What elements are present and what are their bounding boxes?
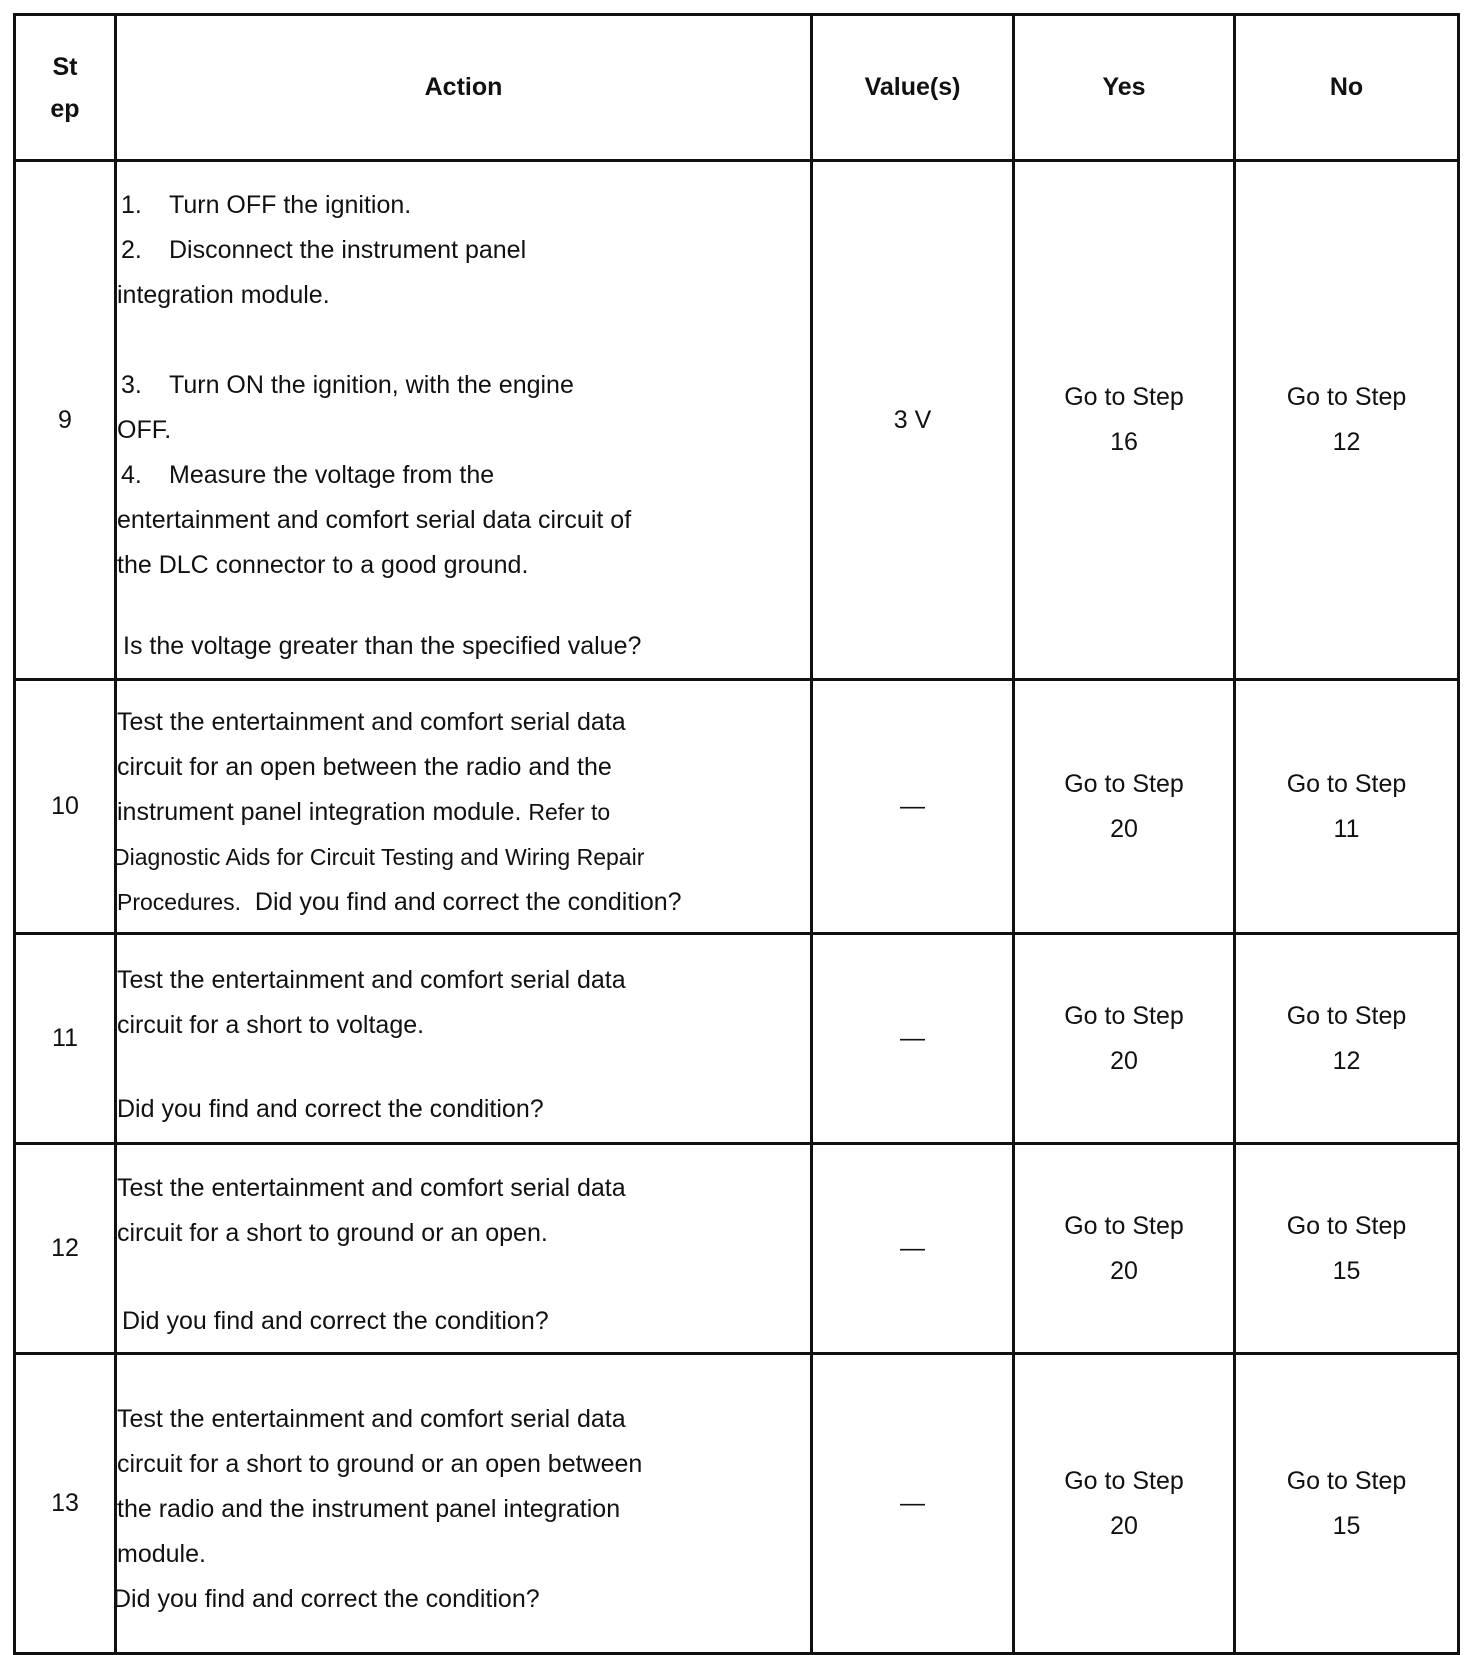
action-line [117, 228, 810, 273]
action-question: Did you find and correct the condition? [254, 888, 682, 916]
yes-cell [1014, 1354, 1235, 1654]
no-cell [1235, 934, 1459, 1144]
value-cell: — [812, 934, 1014, 1144]
spacer [117, 318, 810, 363]
action-cell [113, 680, 812, 934]
step-number: 13 [15, 1354, 116, 1654]
header-action: Action [116, 15, 812, 161]
action-line: module. [117, 1540, 206, 1568]
no-label: Go to Step [1286, 383, 1407, 411]
action-text: instrument panel integration module. [117, 798, 522, 826]
reference-text: Procedures. [117, 889, 242, 915]
value-cell: — [812, 1354, 1014, 1654]
value-cell: — [812, 680, 1014, 934]
no-cell [1235, 161, 1459, 680]
action-line [117, 183, 810, 228]
reference-text: Diagnostic Aids for Circuit Testing and Wiring Repair [113, 844, 645, 870]
header-step [15, 15, 116, 161]
step-number: 11 [15, 934, 116, 1144]
table-row [15, 1354, 1459, 1654]
header-yes: Yes [1014, 15, 1235, 161]
yes-cell [1014, 161, 1235, 680]
no-label: Go to Step [1286, 1211, 1407, 1240]
action-text: Turn OFF the ignition. [169, 191, 412, 219]
no-cell [1235, 680, 1459, 934]
action-line: entertainment and comfort serial data circuit of [117, 506, 632, 534]
list-number: 4. [121, 461, 142, 489]
yes-cell [1014, 1144, 1235, 1354]
list-number: 3. [121, 371, 142, 399]
value-cell: 3 V [812, 161, 1014, 680]
action-cell [116, 1144, 812, 1354]
yes-step-link[interactable]: 16 [1110, 428, 1138, 456]
action-text: Disconnect the instrument panel [169, 236, 527, 264]
action-line [117, 363, 810, 408]
value-cell: — [812, 1144, 1014, 1354]
action-line: the radio and the instrument panel integration [117, 1495, 621, 1523]
no-step-link[interactable]: 12 [1332, 428, 1361, 456]
no-label: Go to Step [1286, 1466, 1407, 1495]
reference-text: Refer to [528, 799, 611, 825]
no-label: Go to Step [1286, 1001, 1407, 1030]
table-row [15, 680, 1459, 934]
table-row [15, 1144, 1459, 1354]
yes-step-link[interactable]: 20 [1110, 814, 1138, 843]
list-number: 2. [121, 236, 142, 264]
header-row [15, 15, 1459, 161]
yes-cell [1014, 934, 1235, 1144]
no-cell [1235, 1354, 1459, 1654]
yes-label: Go to Step [1064, 383, 1184, 411]
yes-step-link[interactable]: 20 [1110, 1256, 1138, 1285]
no-cell [1235, 1144, 1459, 1354]
step-number: 12 [15, 1144, 116, 1354]
action-line: Test the entertainment and comfort serial data [117, 1173, 626, 1202]
yes-step-link[interactable]: 20 [1110, 1511, 1138, 1540]
action-line [117, 880, 810, 925]
no-label: Go to Step [1286, 769, 1407, 798]
table-row [15, 161, 1459, 680]
yes-step-link[interactable]: 20 [1110, 1046, 1138, 1075]
diagnostic-table [13, 13, 1460, 1655]
no-step-link[interactable]: 15 [1332, 1511, 1361, 1540]
list-number: 1. [121, 191, 142, 219]
action-line: Test the entertainment and comfort serial data [117, 1405, 626, 1433]
action-line: circuit for a short to ground or an open between [117, 1450, 643, 1478]
yes-label: Go to Step [1064, 1466, 1184, 1495]
header-values: Value(s) [812, 15, 1014, 161]
action-line: Test the entertainment and comfort serial data [117, 965, 626, 994]
header-step-line2: ep [50, 94, 80, 123]
step-number: 9 [15, 161, 116, 680]
action-text: Turn ON the ignition, with the engine [169, 371, 574, 399]
no-step-link[interactable]: 15 [1332, 1256, 1361, 1285]
header-no: No [1235, 15, 1459, 161]
action-line: circuit for a short to ground or an open. [117, 1218, 548, 1247]
action-cell [113, 1354, 812, 1654]
yes-cell [1014, 680, 1235, 934]
action-text: Measure the voltage from the [169, 461, 495, 489]
action-line: the DLC connector to a good ground. [117, 551, 529, 579]
action-cell [116, 934, 812, 1144]
yes-label: Go to Step [1064, 769, 1184, 798]
action-line: OFF. [117, 416, 172, 444]
action-line: Test the entertainment and comfort serial data [117, 708, 626, 736]
action-question: Did you find and correct the condition? [113, 1585, 540, 1613]
action-line: circuit for a short to voltage. [117, 1010, 425, 1039]
action-line: circuit for an open between the radio and the [117, 753, 612, 781]
no-step-link[interactable]: 12 [1332, 1046, 1361, 1075]
action-question: Did you find and correct the condition? [122, 1306, 549, 1335]
action-line: integration module. [117, 281, 330, 309]
action-line [117, 453, 810, 498]
yes-label: Go to Step [1064, 1211, 1184, 1240]
action-cell [116, 161, 812, 680]
step-number: 10 [15, 680, 116, 934]
no-step-link[interactable]: 11 [1333, 814, 1360, 843]
action-question: Is the voltage greater than the specified value? [123, 632, 642, 660]
yes-label: Go to Step [1064, 1001, 1184, 1030]
table-row [15, 934, 1459, 1144]
action-line [117, 790, 810, 835]
action-question: Did you find and correct the condition? [117, 1094, 544, 1123]
header-step-line1: St [52, 52, 78, 81]
